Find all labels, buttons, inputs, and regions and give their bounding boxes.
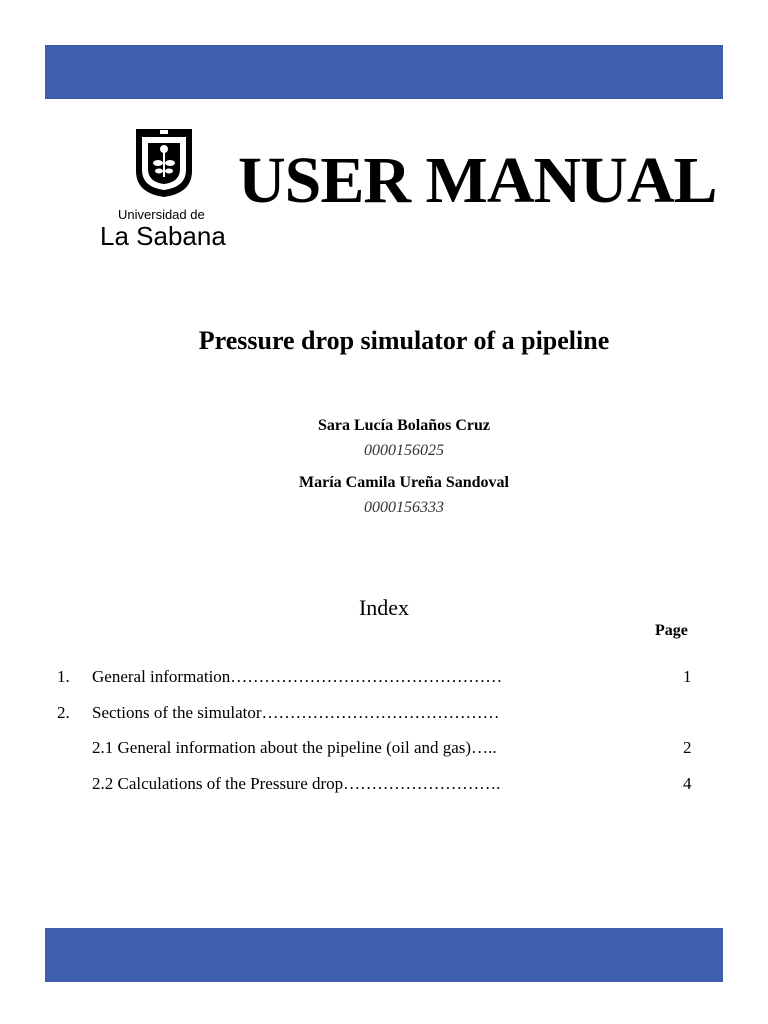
document-subtitle: Pressure drop simulator of a pipeline [198, 326, 610, 355]
toc-text: 2.1 General information about the pipeline (oil and gas)….. [92, 738, 497, 757]
toc-entry [0, 774, 768, 798]
university-seal-icon [134, 127, 194, 199]
author-id: 0000156025 [364, 442, 444, 459]
document-title: USER MANUAL [238, 144, 717, 217]
logo-text-line2: La Sabana [100, 221, 226, 251]
header-band [45, 45, 723, 99]
page-column-header: Page [655, 622, 688, 639]
footer-band [45, 928, 723, 982]
toc-text: General information………………………………………… [92, 667, 503, 686]
author-name: Sara Lucía Bolaños Cruz [317, 417, 490, 434]
toc-entry [0, 738, 768, 762]
toc-entry [0, 667, 768, 691]
toc-number: 1. [57, 667, 70, 686]
toc-page: 1 [683, 667, 692, 686]
author-id: 0000156333 [364, 499, 444, 516]
toc-page: 4 [683, 774, 692, 793]
university-logo [100, 127, 230, 252]
author-name: María Camila Ureña Sandoval [299, 474, 509, 491]
toc-page: 2 [683, 738, 692, 757]
logo-text-line1: Universidad de [118, 207, 205, 222]
index-heading: Index [358, 595, 410, 620]
toc-text: 2.2 Calculations of the Pressure drop………………………. [92, 774, 501, 793]
toc-entry [0, 703, 768, 727]
toc-number: 2. [57, 703, 70, 722]
toc-text: Sections of the simulator…………………………………… [92, 703, 500, 722]
